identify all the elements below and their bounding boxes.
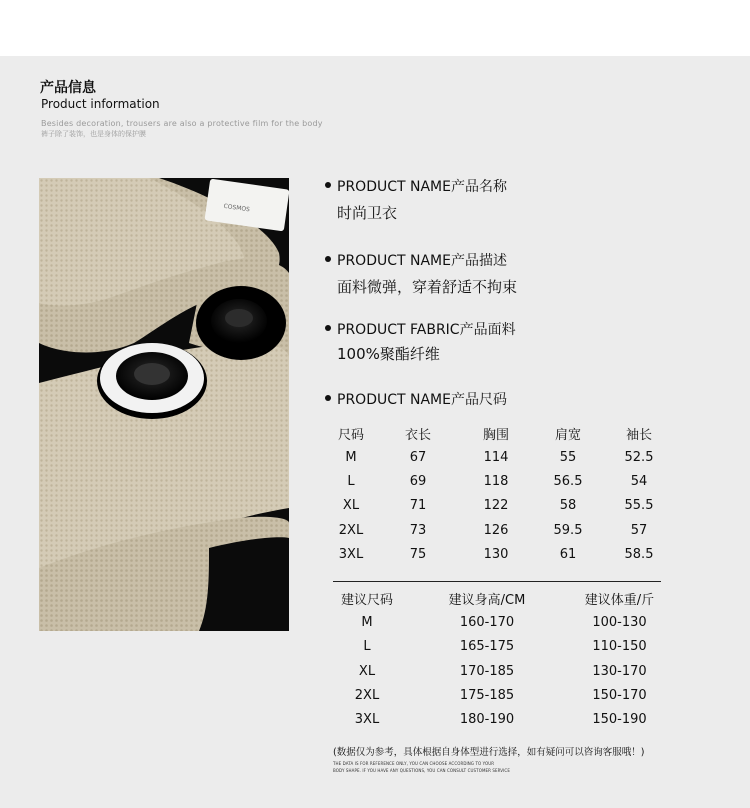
table-cell: 56.5 [553, 473, 583, 489]
table-cell: 69 [409, 473, 427, 489]
table-row [332, 683, 667, 707]
table-cell: 55 [559, 449, 577, 465]
table-cell: 180-190 [459, 712, 515, 728]
table-cell: 165-175 [459, 639, 515, 655]
table-row [332, 707, 667, 731]
spec-name-label: PRODUCT NAME产品名称 [325, 176, 507, 196]
table-cell: 110-150 [592, 639, 647, 655]
button-back [196, 286, 286, 360]
table-row [332, 610, 667, 634]
section-title-en: Product information [41, 97, 160, 111]
table-cell: 122 [483, 498, 509, 514]
table-row [326, 518, 674, 542]
table-cell: 130-170 [592, 663, 647, 679]
spec-size-label: PRODUCT NAME产品尺码 [325, 389, 507, 409]
table-cell: 2XL [354, 687, 380, 703]
spec-desc-label: PRODUCT NAME产品描述 [325, 250, 507, 270]
header-cell: 建议体重/斤 [584, 592, 655, 608]
bullet-icon [325, 395, 331, 401]
table-cell: 58 [559, 498, 577, 514]
button-front [97, 343, 207, 419]
bullet-icon [325, 256, 331, 262]
header-cell: 建议身高/CM [448, 592, 526, 608]
table-cell: 175-185 [459, 687, 515, 703]
section-subtitle-en: Besides decoration, trousers are also a protective film for the body [41, 119, 323, 128]
header-cell: 建议尺码 [340, 592, 393, 608]
bullet-icon [325, 325, 331, 331]
spec-desc-value: 面料微弹，穿着舒适不拘束 [337, 278, 518, 296]
table-cell: 3XL [338, 546, 364, 562]
table-cell: 126 [483, 522, 509, 538]
table-cell: 100-130 [592, 614, 647, 630]
table-cell: 170-185 [459, 663, 515, 679]
table-cell: 58.5 [624, 546, 654, 562]
header-cell: 胸围 [482, 427, 509, 443]
table-cell: 71 [409, 498, 427, 514]
table-cell: M [361, 614, 373, 630]
table-cell: 59.5 [553, 522, 583, 538]
header-cell: 肩宽 [554, 427, 581, 443]
table-cell: 73 [409, 522, 427, 538]
fine-print-line: THE DATA IS FOR REFERENCE ONLY, YOU CAN CHOOSE ACCORDING TO YOUR [333, 761, 495, 766]
table-row [332, 635, 667, 659]
table-cell: 54 [630, 473, 648, 489]
table-cell: XL [342, 498, 360, 514]
table-cell: 130 [483, 546, 509, 562]
table-cell: 114 [483, 449, 509, 465]
product-photo [39, 178, 289, 631]
table-cell: 75 [409, 546, 427, 562]
size-table [326, 421, 674, 566]
table-cell: 118 [483, 473, 509, 489]
table-cell: 55.5 [624, 498, 654, 514]
size-table-header [326, 421, 674, 445]
recommendation-table [332, 586, 667, 732]
reference-note: (数据仅为参考，具体根据自身体型进行选择，如有疑问可以咨询客服哦！) [333, 747, 645, 758]
spec-name-value: 时尚卫衣 [337, 204, 398, 222]
section-subtitle-cn: 裤子除了装饰，也是身体的保护膜 [41, 130, 146, 138]
rec-table-header [332, 586, 667, 610]
table-row [332, 659, 667, 683]
table-cell: 52.5 [624, 449, 654, 465]
bullet-icon [325, 182, 331, 188]
table-row [326, 469, 674, 493]
table-row [326, 494, 674, 518]
section-title-cn: 产品信息 [40, 80, 96, 96]
table-cell: 150-190 [592, 712, 647, 728]
table-cell: 3XL [354, 712, 380, 728]
table-cell: M [345, 449, 357, 465]
header-cell: 衣长 [404, 427, 431, 443]
table-cell: 150-170 [592, 687, 647, 703]
table-cell: XL [358, 663, 376, 679]
table-divider [333, 581, 661, 582]
table-cell: L [363, 639, 371, 655]
table-row [326, 542, 674, 566]
table-cell: 160-170 [459, 614, 515, 630]
table-cell: 67 [409, 449, 427, 465]
table-cell: 61 [559, 546, 577, 562]
table-cell: 57 [630, 522, 648, 538]
table-cell: 2XL [338, 522, 364, 538]
spec-fabric-value: 100%聚酯纤维 [337, 345, 440, 363]
table-row [326, 445, 674, 469]
clothing-tag-text: COSMOS [223, 202, 251, 214]
table-cell: L [347, 473, 355, 489]
spec-fabric-label: PRODUCT FABRIC产品面料 [325, 319, 516, 339]
header-cell: 袖长 [625, 427, 652, 443]
header-cell: 尺码 [337, 427, 364, 443]
fine-print-line: BODY SHAPE. IF YOU HAVE ANY QUESTIONS, YOU CAN CONSULT CUSTOMER SERVICE [333, 768, 510, 773]
